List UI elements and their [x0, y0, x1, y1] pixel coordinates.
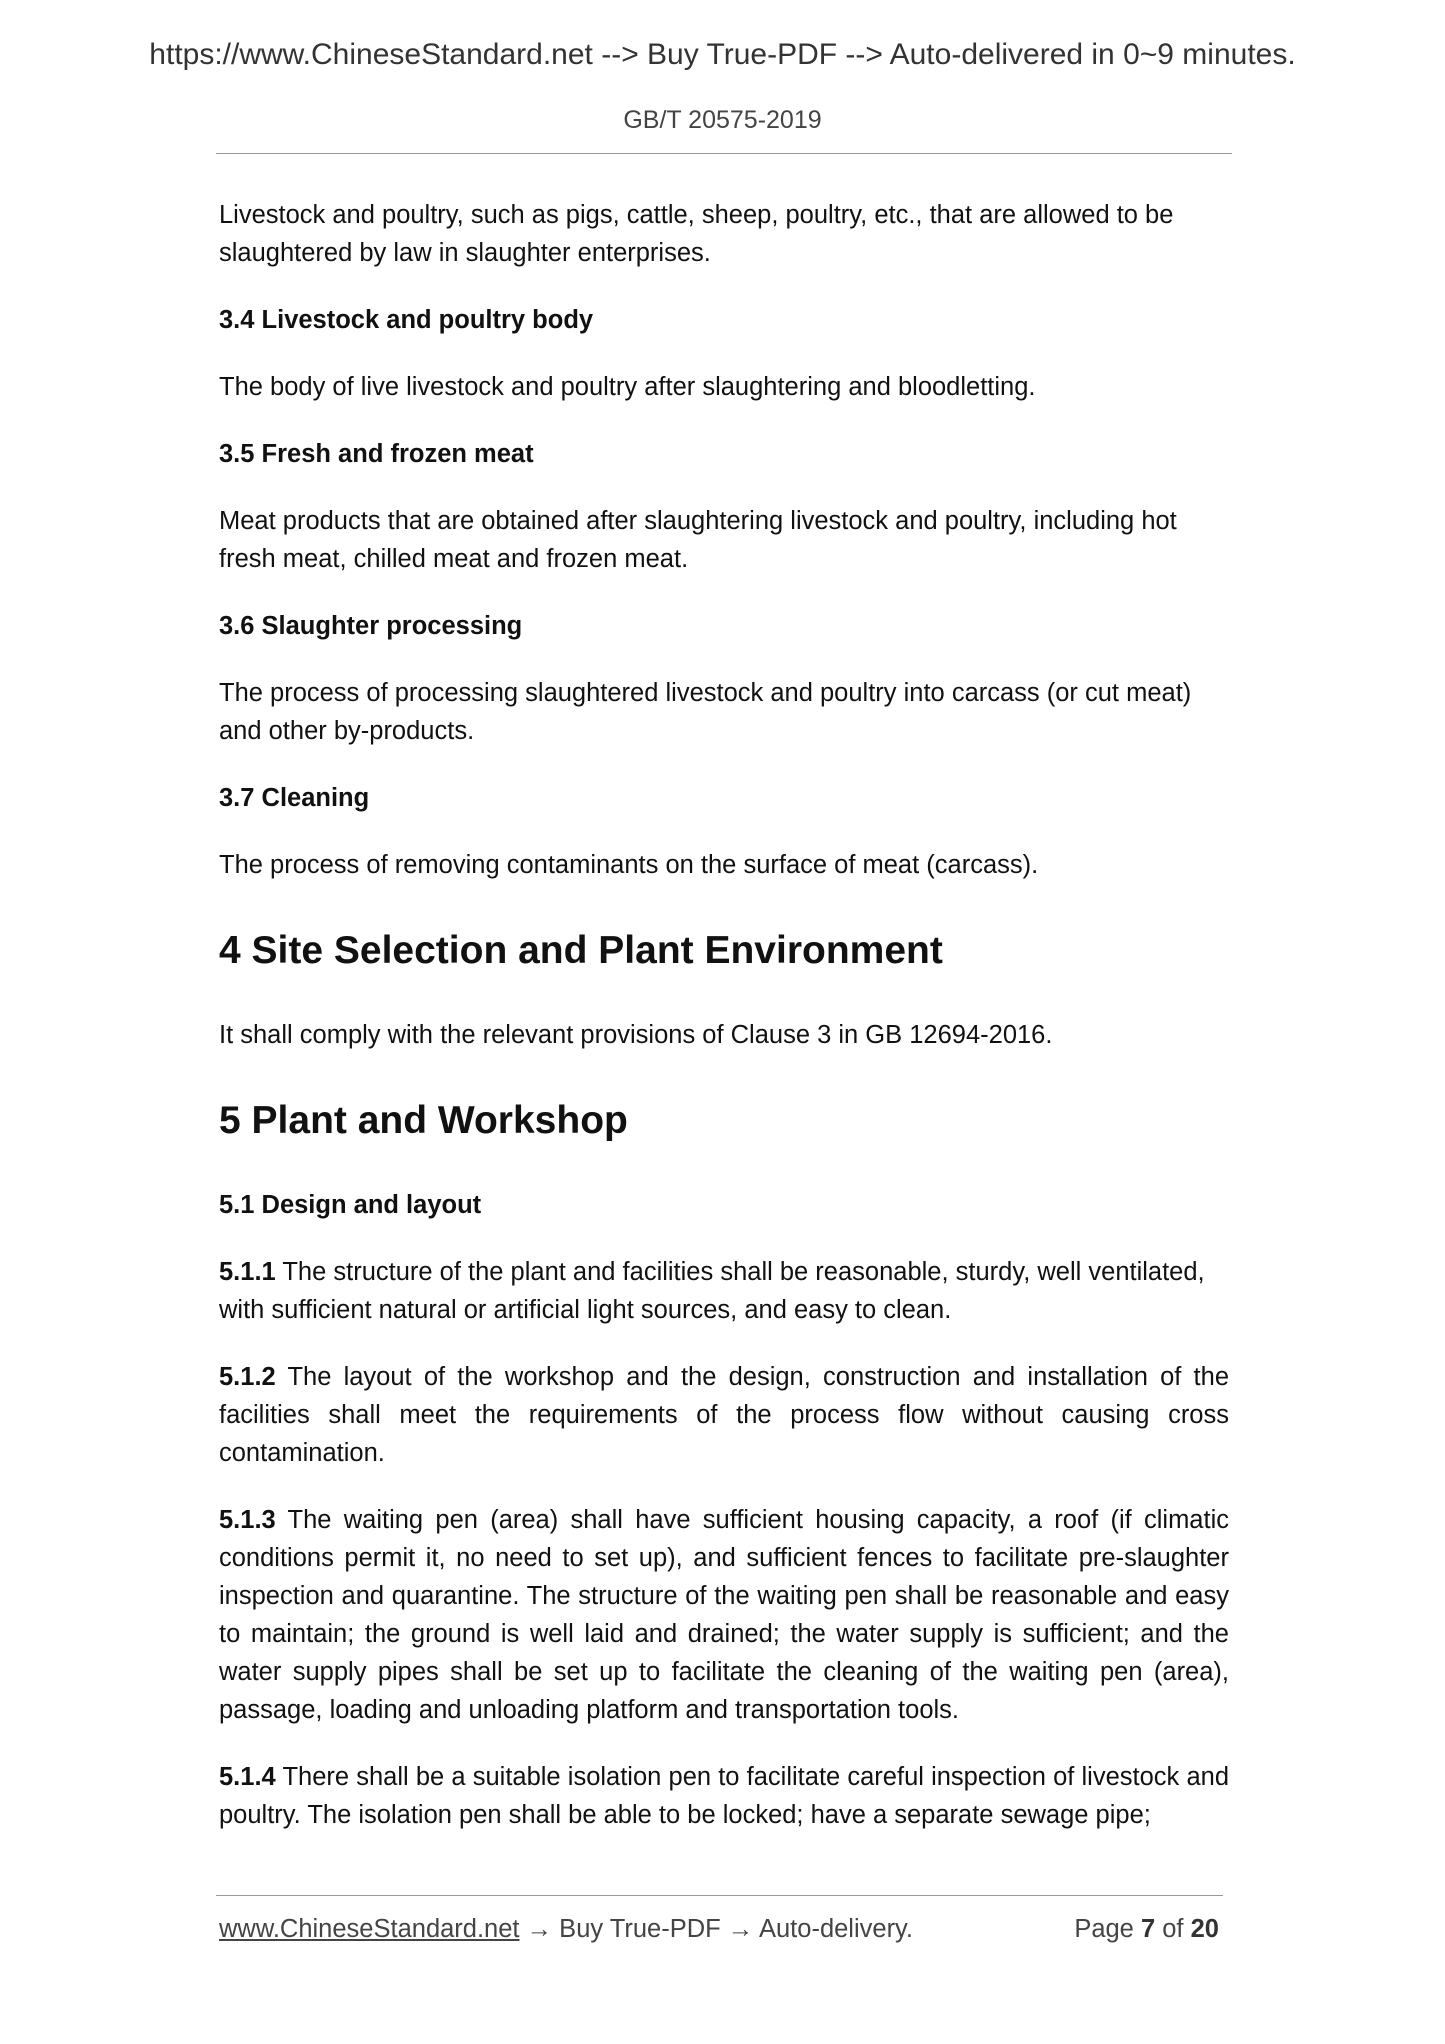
page-indicator — [1074, 1915, 1219, 1944]
page-label: Page — [1074, 1915, 1134, 1943]
top-banner: https://www.ChineseStandard.net --> Buy True-PDF --> Auto-delivered in 0~9 minutes. — [149, 38, 1296, 71]
header-divider — [216, 153, 1232, 154]
section-3-5-title: 3.5 Fresh and frozen meat — [219, 440, 534, 468]
section-3-6-text: The process of processing slaughtered livestock and poultry into carcass (or cut meat) and other by-products. — [219, 679, 1192, 745]
para-number: 5.1.3 — [219, 1506, 276, 1534]
section-3-4-text: The body of live livestock and poultry after slaughtering and bloodletting. — [219, 373, 1036, 401]
section-3-7-text: The process of removing contaminants on the surface of meat (carcass). — [219, 851, 1039, 879]
section-3-7-title: 3.7 Cleaning — [219, 784, 370, 812]
page-content — [219, 196, 1229, 1863]
of-label: of — [1162, 1915, 1184, 1943]
para-5-1-2 — [219, 1358, 1229, 1472]
para-text: There shall be a suitable isolation pen to facilitate careful inspection of livestock and poultry. The isolation pen shall be able to be locked; have a separate sewage pipe; — [219, 1763, 1230, 1829]
page-number: 7 — [1140, 1915, 1156, 1943]
para-text: The waiting pen (area) shall have sufficient housing capacity, a roof (if climatic conditions permit it, no need to set up), and sufficient fences to facilitate pre-slaughter inspection and quarantine. The structure of the waiting pen shall be reasonable and easy to maintain; the ground is well laid and drained; the water supply is sufficient; and the water supply pipes shall be set up to facilitate the cleaning of the waiting pen (area), passage, loading and unloading platform and transportation tools. — [219, 1506, 1229, 1724]
para-text: The structure of the plant and facilities shall be reasonable, sturdy, well ventilated, with sufficient natural or artificial light sources, and easy to clean. — [219, 1258, 1205, 1324]
clause-4-text: It shall comply with the relevant provisions of Clause 3 in GB 12694-2016. — [219, 1021, 1053, 1049]
footer-divider — [216, 1895, 1223, 1896]
section-3-4-title: 3.4 Livestock and poultry body — [219, 306, 594, 334]
para-number: 5.1.4 — [219, 1763, 276, 1791]
para-number: 5.1.2 — [219, 1363, 276, 1391]
footer-site-link[interactable]: www.ChineseStandard.net — [219, 1915, 520, 1943]
para-5-1-4 — [219, 1758, 1229, 1834]
para-5-1-1 — [219, 1253, 1229, 1329]
footer-tagline: → Buy True-PDF → Auto-delivery. — [519, 1915, 913, 1943]
clause-5-heading: 5 Plant and Workshop — [219, 1099, 628, 1142]
section-3-5-text: Meat products that are obtained after slaughtering livestock and poultry, including hot fresh meat, chilled meat and frozen meat. — [219, 507, 1177, 573]
page-total: 20 — [1190, 1915, 1219, 1943]
section-5-1-title: 5.1 Design and layout — [219, 1191, 482, 1219]
intro-paragraph: Livestock and poultry, such as pigs, cattle, sheep, poultry, etc., that are allowed to be slaughtered by law in slaughter enterprises. — [219, 201, 1174, 267]
clause-4-heading: 4 Site Selection and Plant Environment — [219, 929, 943, 972]
document-code: GB/T 20575-2019 — [623, 106, 822, 134]
para-text: The layout of the workshop and the design, construction and installation of the facilities shall meet the requirements of the process flow without causing cross contamination. — [219, 1363, 1230, 1467]
page-footer — [219, 1915, 1219, 1944]
para-number: 5.1.1 — [219, 1258, 276, 1286]
section-3-6-title: 3.6 Slaughter processing — [219, 612, 523, 640]
para-5-1-3 — [219, 1501, 1229, 1729]
